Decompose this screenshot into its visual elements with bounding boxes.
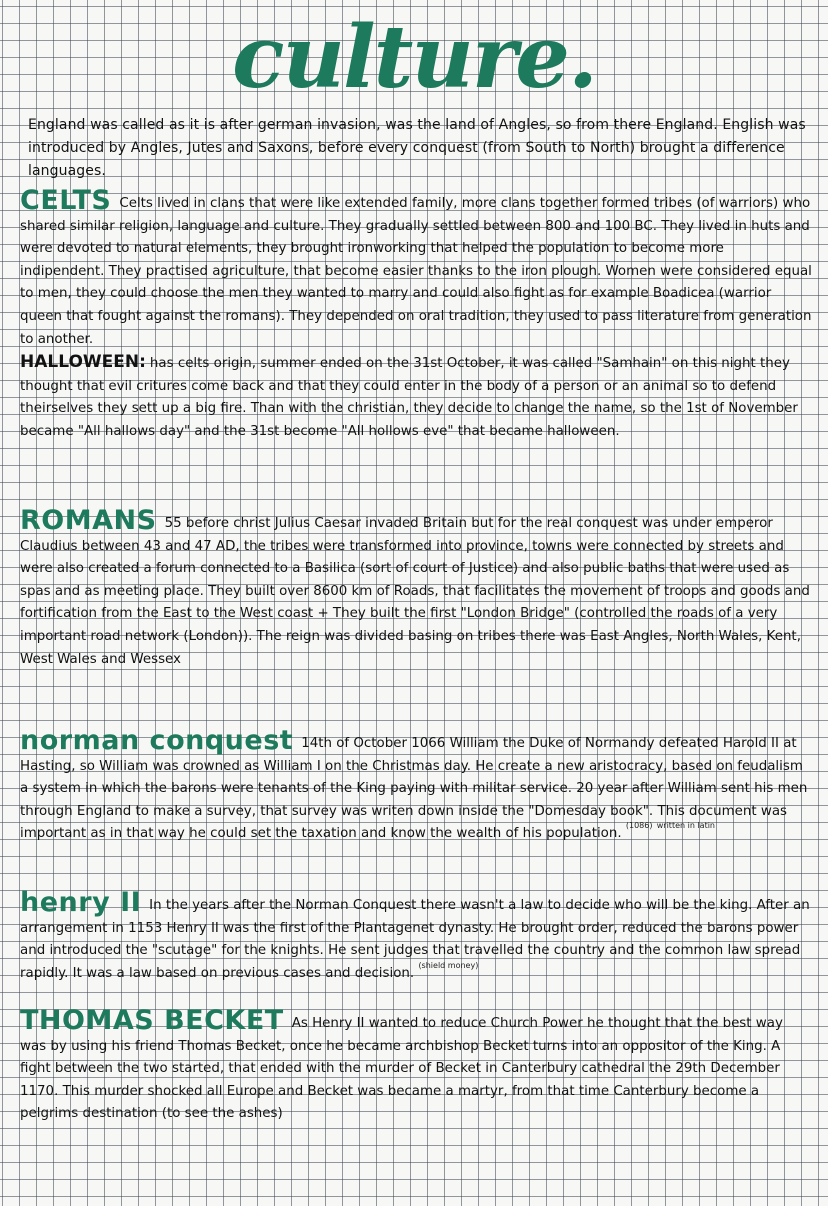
section-body-celts: Celts lived in clans that were like extended family, more clans together formed tribes (of warriors) who shared similar religion, language and culture. They gradually settled between 800 and 100 BC. They lived in huts and were devoted to natural elements, they brought ironworking that helped the population to become more indipendent. They practised agriculture, that become easier thanks to the iron plough. Women were considered equal to men, they could choose the men they wanted to marry and could also fight as for example Boadicea (warrior queen that fought against the romans). They depended on oral tradition, they used to pass literature from generation to another. <box>20 196 812 347</box>
annotation-written-in-latin: written in latin <box>656 821 716 831</box>
annotation-shield-money: (shield money) <box>418 960 479 970</box>
section-heading-celts: CELTS <box>20 185 112 216</box>
subsection-halloween <box>20 351 812 443</box>
section-heading-thomas-becket: THOMAS BECKET <box>20 1005 284 1036</box>
subsection-body-halloween: has celts origin, summer ended on the 31st October, it was called "Samhain" on this night they thought that evil critures come back and that they could enter in the body of a person or an animal so to defend theirselves they sett up a big fire. Than with the christian, they decide to change the name, so the 1st of November became "All hallows day" and the 31st become "All hollows eve" that became halloween. <box>20 356 798 439</box>
section-norman-conquest <box>20 725 812 847</box>
section-celts <box>20 185 812 444</box>
section-henry-ii <box>20 887 812 986</box>
section-romans <box>20 505 812 671</box>
section-body-henry-ii: In the years after the Norman Conquest there wasn't a law to decide who will be the king. After an arrangement in 1153 Henry II was the first of the Plantagenet dynasty. He brought order, reduced the barons power and introduced the "scutage" for the knights. He sent judges that travelled the country and the common law spread rapidly. It was a law based on previous cases and decision. <box>20 898 810 981</box>
section-body-thomas-becket: As Henry II wanted to reduce Church Power he thought that the best way was by using his friend Thomas Becket, once he became archbishop Becket turns into an oppositor of the King. A fight between the two started, that ended with the murder of Becket in Canterbury cathedral the 29th December 1170. This murder shocked all Europe and Becket was became a martyr, from that time Canterbury become a pelgrims destination (to see the ashes) <box>20 1016 783 1122</box>
section-heading-norman-conquest: norman conquest <box>20 725 294 756</box>
intro-paragraph: England was called as it is after german invasion, was the land of Angles, so from there England. English was introduced by Angles, Jutes and Saxons, before every conquest (from South to North) brought a difference languages. <box>28 117 806 179</box>
page-title: culture. <box>232 7 596 108</box>
annotation-1086: (1086) <box>625 821 653 831</box>
section-body-romans: 55 before christ Julius Caesar invaded Britain but for the real conquest was under emperor Claudius between 43 and 47 AD, the tribes were transformed into province, towns were connected by streets and were also created a forum connected to a Basilica (sort of court of Justice) and also public baths that were used as spas and as meeting place. They built over 8600 km of Roads, that facilitates the movement of troops and goods and fortification from the East to the West coast + They built the first "London Bridge" (controlled the roads of a very important road network (London)). The reign was divided basing on tribes there was East Angles, North Wales, Kent, West Wales and Wessex <box>20 516 810 667</box>
page-title-text: culture <box>232 7 568 108</box>
subheading-halloween: HALLOWEEN: <box>20 352 146 373</box>
section-heading-romans: ROMANS <box>20 505 157 536</box>
section-body-norman-conquest: 14th of October 1066 William the Duke of Normandy defeated Harold II at Hasting, so William was crowned as William I on the Christmas day. He create a new aristocracy, based on feudalism a system in which the barons were tenants of the King paying with militar service. 20 year after William sent his men through England to make a survey, that survey was writen down inside the "Domesday book". This document was important as in that way he could set the taxation and know the wealth of his population. <box>20 736 808 842</box>
section-thomas-becket <box>20 1005 812 1126</box>
section-heading-henry-ii: henry II <box>20 887 142 918</box>
